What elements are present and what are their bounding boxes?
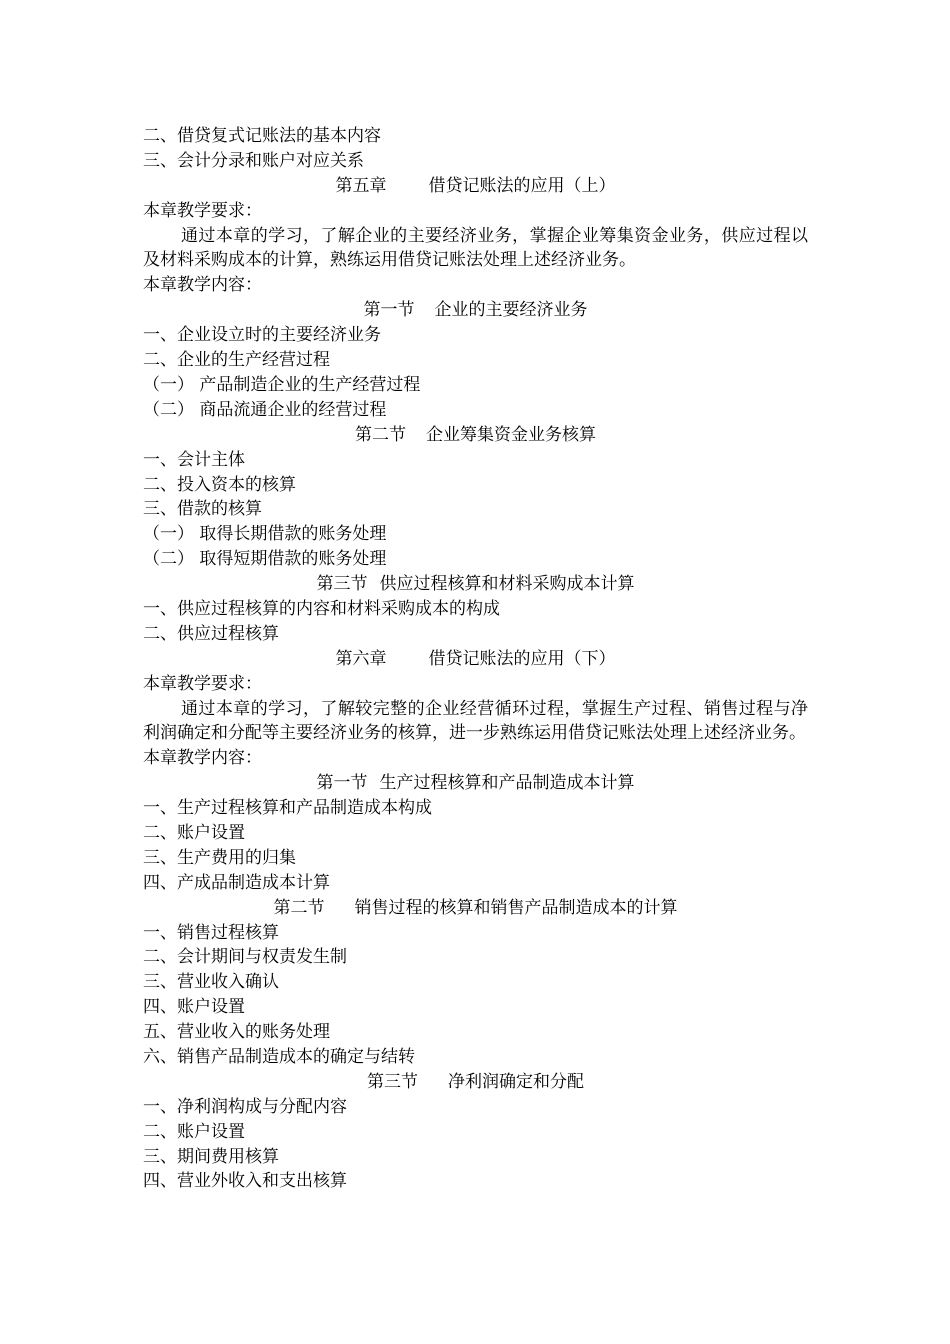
section-heading bbox=[143, 771, 808, 796]
list-item: 四、账户设置 bbox=[143, 997, 245, 1018]
list-item: 三、借款的核算 bbox=[143, 499, 262, 520]
section-heading bbox=[143, 896, 808, 921]
section-number: 第二节 bbox=[273, 897, 325, 918]
chapter-title: 借贷记账法的应用（下） bbox=[428, 648, 616, 669]
section-label: 本章教学要求： bbox=[143, 673, 262, 694]
section-title: 销售过程的核算和销售产品制造成本的计算 bbox=[354, 897, 678, 918]
list-item: 二、企业的生产经营过程 bbox=[143, 350, 330, 371]
list-item: 一、销售过程核算 bbox=[143, 922, 279, 943]
section-heading bbox=[143, 1070, 808, 1095]
list-item: （一） 产品制造企业的生产经营过程 bbox=[143, 374, 421, 395]
list-item: 一、净利润构成与分配内容 bbox=[143, 1096, 347, 1117]
list-item: 三、生产费用的归集 bbox=[143, 847, 296, 868]
section-label: 本章教学内容： bbox=[143, 275, 262, 296]
list-item: 四、营业外收入和支出核算 bbox=[143, 1171, 347, 1192]
section-number: 第三节 bbox=[367, 1071, 418, 1092]
list-item: 二、供应过程核算 bbox=[143, 623, 279, 644]
section-heading bbox=[143, 423, 808, 448]
chapter-heading bbox=[143, 174, 808, 199]
list-item: （二） 取得短期借款的账务处理 bbox=[143, 549, 387, 570]
section-number: 第一节 bbox=[363, 300, 415, 321]
list-item: 四、产成品制造成本计算 bbox=[143, 872, 330, 893]
section-title: 企业的主要经济业务 bbox=[434, 300, 588, 321]
list-item: 二、账户设置 bbox=[143, 823, 245, 843]
list-item: 二、投入资本的核算 bbox=[143, 474, 296, 495]
section-title: 企业筹集资金业务核算 bbox=[426, 424, 596, 445]
section-number: 第一节 bbox=[316, 773, 368, 794]
section-heading bbox=[143, 298, 808, 323]
chapter-heading bbox=[143, 647, 808, 672]
chapter-title: 借贷记账法的应用（上） bbox=[428, 175, 616, 196]
list-item: （二） 商品流通企业的经营过程 bbox=[143, 399, 387, 420]
list-item: 一、企业设立时的主要经济业务 bbox=[143, 325, 381, 346]
list-item: 三、营业收入确认 bbox=[143, 972, 279, 993]
list-item: 二、借贷复式记账法的基本内容 bbox=[143, 126, 381, 146]
list-item: 三、会计分录和账户对应关系 bbox=[143, 150, 364, 171]
paragraph: 通过本章的学习，了解企业的主要经济业务，掌握企业筹集资金业务，供应过程以及材料采购成本的计算，熟练运用借贷记账法处理上述经济业务。 bbox=[143, 225, 808, 271]
section-title: 生产过程核算和产品制造成本计算 bbox=[379, 773, 635, 794]
chapter-number: 第五章 bbox=[335, 175, 387, 196]
list-item: 一、生产过程核算和产品制造成本构成 bbox=[143, 798, 432, 819]
section-number: 第二节 bbox=[355, 424, 406, 445]
section-number: 第三节 bbox=[316, 574, 368, 595]
list-item: （一） 取得长期借款的账务处理 bbox=[143, 524, 387, 545]
list-item: 一、供应过程核算的内容和材料采购成本的构成 bbox=[143, 598, 500, 619]
list-item: 三、期间费用核算 bbox=[143, 1146, 279, 1167]
list-item: 六、销售产品制造成本的确定与结转 bbox=[143, 1047, 415, 1068]
document-page bbox=[143, 124, 808, 1194]
list-item: 二、账户设置 bbox=[143, 1121, 245, 1142]
list-item: 一、会计主体 bbox=[143, 449, 245, 470]
list-item: 二、会计期间与权责发生制 bbox=[143, 947, 347, 968]
section-title: 净利润确定和分配 bbox=[448, 1071, 584, 1092]
section-label: 本章教学内容： bbox=[143, 748, 262, 769]
chapter-number: 第六章 bbox=[335, 648, 387, 669]
section-label: 本章教学要求： bbox=[143, 200, 262, 221]
list-item: 五、营业收入的账务处理 bbox=[143, 1022, 330, 1043]
section-title: 供应过程核算和材料采购成本计算 bbox=[379, 574, 635, 595]
paragraph: 通过本章的学习，了解较完整的企业经营循环过程，掌握生产过程、销售过程与净利润确定和分配等主要经济业务的核算，进一步熟练运用借贷记账法处理上述经济业务。 bbox=[143, 698, 808, 744]
section-heading bbox=[143, 572, 808, 597]
